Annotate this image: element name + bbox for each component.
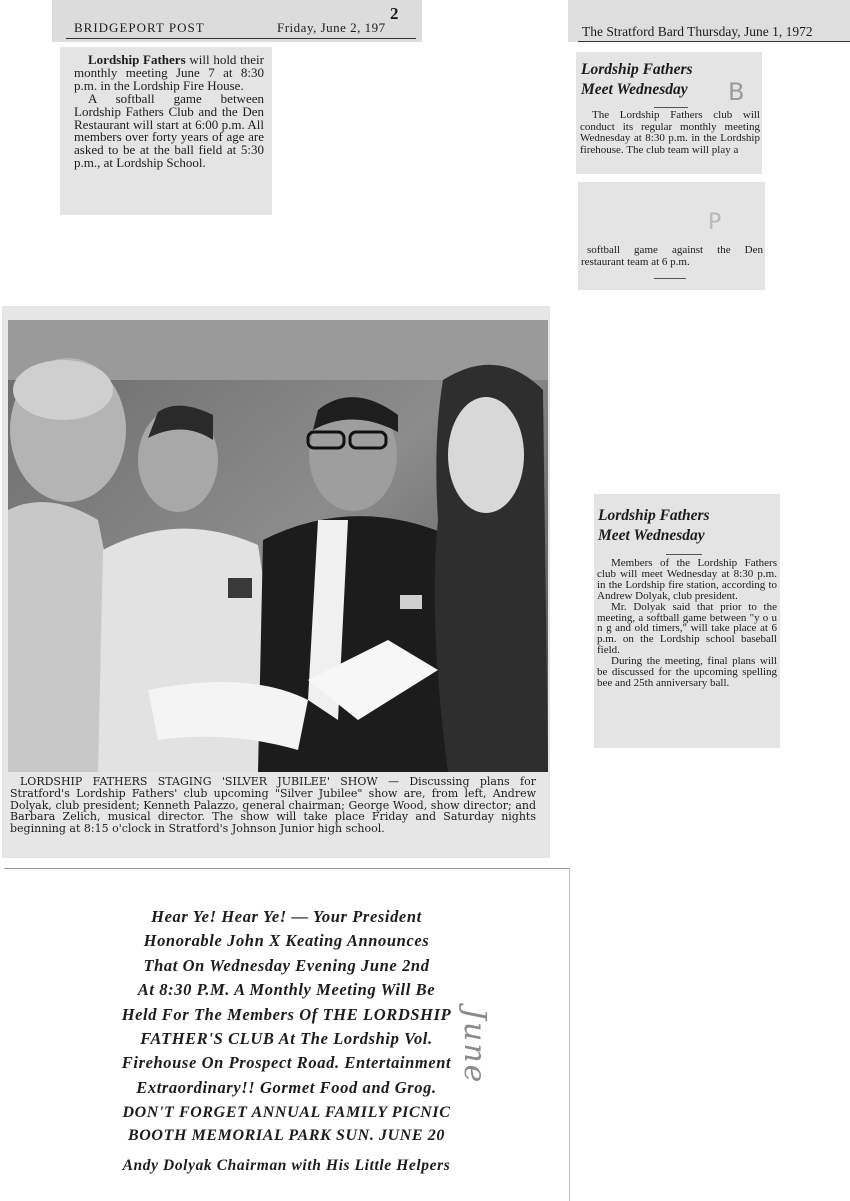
- masthead-date: Friday, June 2, 197: [277, 20, 386, 35]
- flyer-line: FATHER'S CLUB At The Lordship Vol.: [140, 1029, 433, 1049]
- handwritten-b: B: [728, 78, 745, 106]
- bard-continued-text: softball game against the Den restaurant team at 6 p.m.: [581, 244, 763, 268]
- wednesday-article: [594, 494, 780, 748]
- wed-headline-1: Lordship Fathers: [598, 507, 710, 524]
- bridgeport-masthead: [52, 0, 422, 42]
- photo-clipping: [2, 306, 550, 858]
- picnic-line: BOOTH MEMORIAL PARK SUN. JUNE 20: [127, 1127, 446, 1144]
- bard-masthead-text: The Stratford Bard Thursday, June 1, 1972: [582, 24, 813, 39]
- bard-end-rule: [654, 278, 686, 279]
- bard-masthead: [568, 0, 850, 42]
- bard-continuation: [578, 182, 765, 290]
- article-p2: A softball game between Lordship Fathers Club and the Den Restaurant will start at 6:00 p.m. All members over forty years of age are asked to be at the ball field at 5:30 p.m., at Lordship School.: [74, 90, 264, 171]
- handwritten-june: [457, 1008, 492, 1009]
- flyer-sign-off: Andy Dolyak Chairman with His Little Helpers: [122, 1157, 451, 1174]
- flyer-picnic: [4, 1101, 569, 1147]
- wed-p3: During the meeting, final plans will be discussed for the upcoming spelling bee and 25th anniversary ball.: [597, 655, 777, 689]
- wed-p2: Mr. Dolyak said that prior to the meeting, a softball game between "y o u n g and old timers," will take place at 6 p.m. on the Lordship school baseball field.: [597, 600, 777, 657]
- caption-lead: LORDSHIP FATHERS STAGING 'SILVER JUBILEE' SHOW: [20, 775, 378, 788]
- handwritten-p: P: [708, 210, 722, 235]
- flyer-line: Hear Ye! Hear Ye! — Your President: [151, 907, 422, 926]
- picnic-line: DON'T FORGET ANNUAL FAMILY PICNIC: [122, 1104, 451, 1121]
- bridgeport-article: [60, 47, 272, 215]
- wed-headline-2: Meet Wednesday: [598, 527, 705, 544]
- wed-p1: Members of the Lordship Fathers club will meet Wednesday at 8:30 p.m. in the Lordship fire station, according to Andrew Dolyak, club president.: [597, 557, 777, 602]
- masthead-rule: [66, 38, 416, 39]
- page-mark: 2: [390, 4, 399, 23]
- article-p1: will hold their monthly meeting June 7 at 8:30 p.m. in the Lordship Fire House.: [74, 52, 264, 93]
- flyer-line: That On Wednesday Evening June 2nd: [143, 955, 430, 975]
- news-photo: [8, 320, 548, 772]
- bard-headline-2: Meet Wednesday: [581, 81, 688, 98]
- bard-article: [576, 52, 762, 174]
- masthead-name: BRIDGEPORT POST: [74, 20, 205, 35]
- article-lead: Lordship Fathers: [88, 52, 186, 67]
- flyer-line: Extraordinary!! Gormet Food and Grog.: [136, 1077, 437, 1097]
- bard-headline-1: Lordship Fathers: [581, 61, 693, 78]
- flyer-line: Firehouse On Prospect Road. Entertainment: [121, 1053, 452, 1073]
- flyer-line: Honorable John X Keating Announces: [143, 931, 430, 951]
- flyer-line: Held For The Members Of THE LORDSHIP: [121, 1004, 452, 1024]
- wed-body: [597, 558, 777, 689]
- bard-body: The Lordship Fathers club will conduct its regular monthly meeting Wednesday at 8:30 p.m. in the Lordship firehouse. The club team will play a: [580, 109, 760, 156]
- bard-headline-rule: [654, 107, 688, 108]
- photo-caption: [10, 776, 536, 835]
- bard-rule: [578, 41, 850, 42]
- caption-rest: — Discussing plans for Stratford's Lordship Fathers' club upcoming "Silver Jubilee" show are, from left, Andrew Dolyak, club president; Kenneth Palazzo, general chairman; George Wood, show director; and Barbara Zelich, musical director. The show will take place Friday and Saturday nights beginning at 8:15 o'clock in Stratford's Johnson Junior high school.: [10, 775, 536, 836]
- flyer-line: At 8:30 P.M. A Monthly Meeting Will Be: [137, 980, 436, 1000]
- wed-headline-rule: [666, 554, 702, 555]
- article-text: [74, 54, 264, 170]
